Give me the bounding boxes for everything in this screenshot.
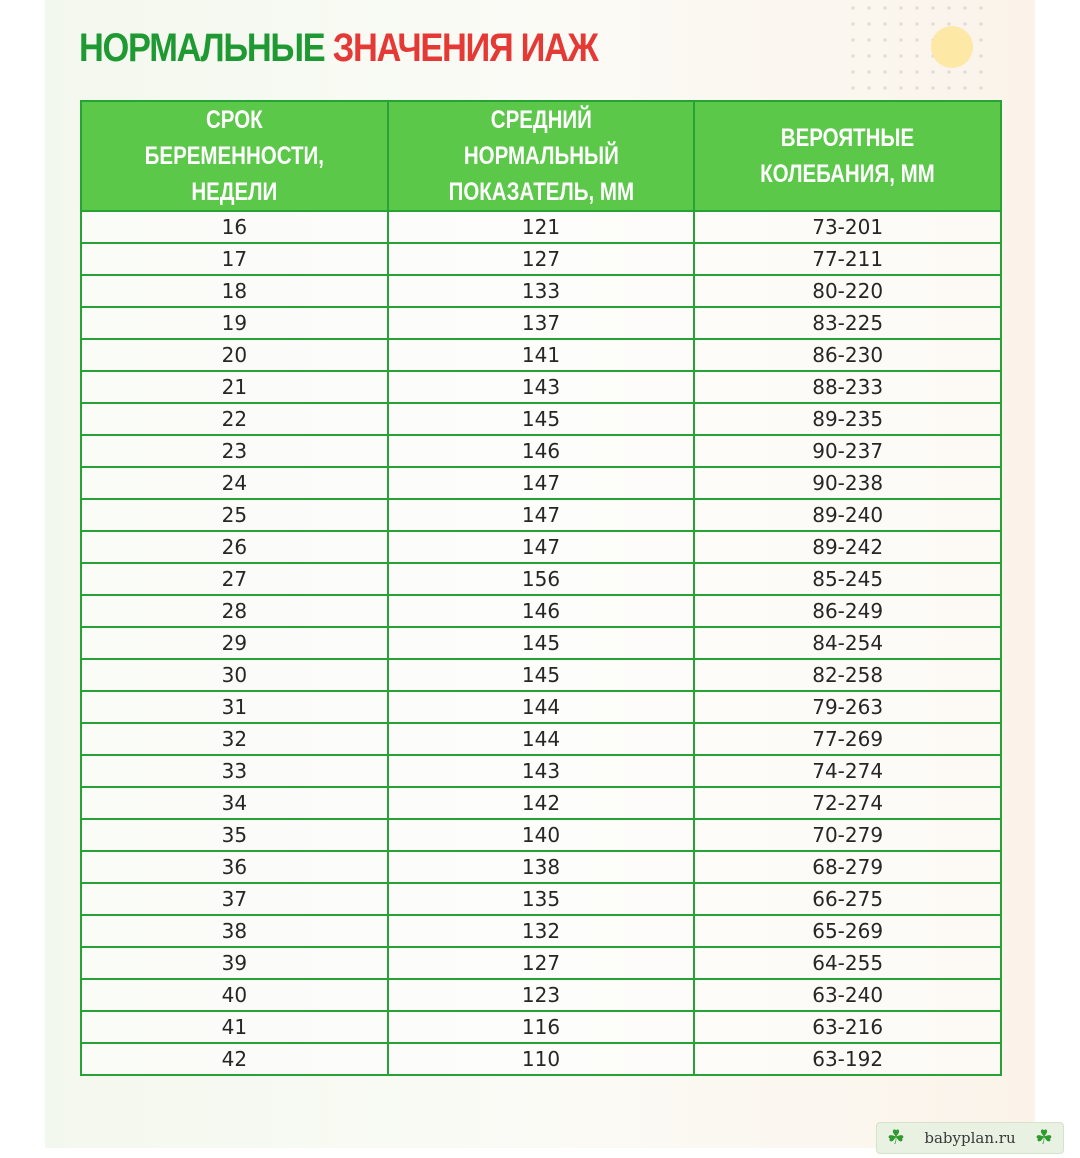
table-row	[81, 851, 1001, 883]
cell-mean: 116	[388, 1011, 695, 1043]
cell-range: 82-258	[694, 659, 1001, 691]
cell-week: 30	[81, 659, 388, 691]
header-label: СРОК БЕРЕМЕННОСТИ, НЕДЕЛИ	[144, 106, 324, 206]
clover-icon: ☘	[1035, 1127, 1053, 1149]
cell-week: 16	[81, 211, 388, 243]
table-row	[81, 307, 1001, 339]
cell-week: 17	[81, 243, 388, 275]
cell-mean: 156	[388, 563, 695, 595]
cell-range: 77-269	[694, 723, 1001, 755]
header-range	[694, 101, 1001, 211]
cell-week: 25	[81, 499, 388, 531]
cell-range: 89-235	[694, 403, 1001, 435]
cell-mean: 145	[388, 659, 695, 691]
table-row	[81, 979, 1001, 1011]
cell-mean: 133	[388, 275, 695, 307]
table-row	[81, 339, 1001, 371]
table-row	[81, 947, 1001, 979]
cell-range: 63-192	[694, 1043, 1001, 1075]
cell-mean: 143	[388, 755, 695, 787]
cell-range: 74-274	[694, 755, 1001, 787]
cell-week: 22	[81, 403, 388, 435]
cell-range: 63-216	[694, 1011, 1001, 1043]
cell-week: 32	[81, 723, 388, 755]
table-row	[81, 819, 1001, 851]
cell-range: 63-240	[694, 979, 1001, 1011]
cell-week: 33	[81, 755, 388, 787]
cell-mean: 110	[388, 1043, 695, 1075]
cell-week: 31	[81, 691, 388, 723]
cell-range: 66-275	[694, 883, 1001, 915]
cell-mean: 137	[388, 307, 695, 339]
cell-week: 28	[81, 595, 388, 627]
cell-range: 68-279	[694, 851, 1001, 883]
cell-range: 88-233	[694, 371, 1001, 403]
cell-range: 86-230	[694, 339, 1001, 371]
cell-mean: 145	[388, 627, 695, 659]
cell-range: 79-263	[694, 691, 1001, 723]
cell-week: 39	[81, 947, 388, 979]
header-label: СРЕДНИЙ НОРМАЛЬНЫЙ ПОКАЗАТЕЛЬ, ММ	[448, 106, 634, 206]
cell-range: 86-249	[694, 595, 1001, 627]
cell-week: 40	[81, 979, 388, 1011]
cell-mean: 135	[388, 883, 695, 915]
cell-week: 23	[81, 435, 388, 467]
cell-mean: 146	[388, 595, 695, 627]
table-row	[81, 755, 1001, 787]
cell-week: 29	[81, 627, 388, 659]
cell-week: 35	[81, 819, 388, 851]
table-row	[81, 659, 1001, 691]
cell-mean: 138	[388, 851, 695, 883]
cell-week: 24	[81, 467, 388, 499]
watermark-site: babyplan.ru	[924, 1129, 1016, 1147]
cell-mean: 127	[388, 947, 695, 979]
clover-icon: ☘	[887, 1127, 905, 1149]
cell-mean: 127	[388, 243, 695, 275]
cell-week: 36	[81, 851, 388, 883]
table-row	[81, 915, 1001, 947]
cell-mean: 123	[388, 979, 695, 1011]
table-row	[81, 627, 1001, 659]
table-row	[81, 211, 1001, 243]
title-green-part: НОРМАЛЬНЫЕ	[79, 26, 325, 70]
table-row	[81, 275, 1001, 307]
table-header-row	[81, 101, 1001, 211]
watermark-badge	[876, 1122, 1064, 1154]
cell-mean: 142	[388, 787, 695, 819]
table-body	[81, 211, 1001, 1075]
cell-mean: 140	[388, 819, 695, 851]
cell-mean: 121	[388, 211, 695, 243]
cell-range: 89-242	[694, 531, 1001, 563]
table-row	[81, 563, 1001, 595]
cell-week: 38	[81, 915, 388, 947]
cell-week: 18	[81, 275, 388, 307]
cell-week: 41	[81, 1011, 388, 1043]
table-row	[81, 1011, 1001, 1043]
table-row	[81, 691, 1001, 723]
cell-mean: 147	[388, 467, 695, 499]
cell-week: 20	[81, 339, 388, 371]
header-gestational-age	[81, 101, 388, 211]
table-row	[81, 787, 1001, 819]
cell-range: 83-225	[694, 307, 1001, 339]
cell-week: 19	[81, 307, 388, 339]
cell-mean: 146	[388, 435, 695, 467]
cell-mean: 132	[388, 915, 695, 947]
cell-week: 26	[81, 531, 388, 563]
cell-week: 21	[81, 371, 388, 403]
cell-mean: 147	[388, 531, 695, 563]
table-row	[81, 1043, 1001, 1075]
cell-range: 65-269	[694, 915, 1001, 947]
amniotic-index-table	[80, 100, 1002, 1076]
cell-range: 70-279	[694, 819, 1001, 851]
cell-mean: 141	[388, 339, 695, 371]
cell-range: 72-274	[694, 787, 1001, 819]
table-row	[81, 531, 1001, 563]
cell-week: 34	[81, 787, 388, 819]
table-row	[81, 467, 1001, 499]
cell-range: 89-240	[694, 499, 1001, 531]
cell-mean: 144	[388, 723, 695, 755]
table-row	[81, 499, 1001, 531]
decorative-yellow-circle	[931, 26, 973, 68]
cell-range: 85-245	[694, 563, 1001, 595]
cell-range: 80-220	[694, 275, 1001, 307]
cell-week: 42	[81, 1043, 388, 1075]
cell-mean: 143	[388, 371, 695, 403]
cell-week: 27	[81, 563, 388, 595]
cell-range: 84-254	[694, 627, 1001, 659]
cell-week: 37	[81, 883, 388, 915]
cell-mean: 144	[388, 691, 695, 723]
table-row	[81, 243, 1001, 275]
cell-range: 90-237	[694, 435, 1001, 467]
cell-range: 77-211	[694, 243, 1001, 275]
cell-range: 73-201	[694, 211, 1001, 243]
table-row	[81, 723, 1001, 755]
table-row	[81, 595, 1001, 627]
page-title	[79, 26, 597, 71]
title-red-part: ЗНАЧЕНИЯ ИАЖ	[332, 26, 598, 70]
header-label: ВЕРОЯТНЫЕ КОЛЕБАНИЯ, ММ	[760, 124, 935, 188]
table-row	[81, 371, 1001, 403]
cell-range: 90-238	[694, 467, 1001, 499]
header-mean-value	[388, 101, 695, 211]
cell-range: 64-255	[694, 947, 1001, 979]
cell-mean: 147	[388, 499, 695, 531]
table-row	[81, 435, 1001, 467]
table-row	[81, 883, 1001, 915]
cell-mean: 145	[388, 403, 695, 435]
table-row	[81, 403, 1001, 435]
